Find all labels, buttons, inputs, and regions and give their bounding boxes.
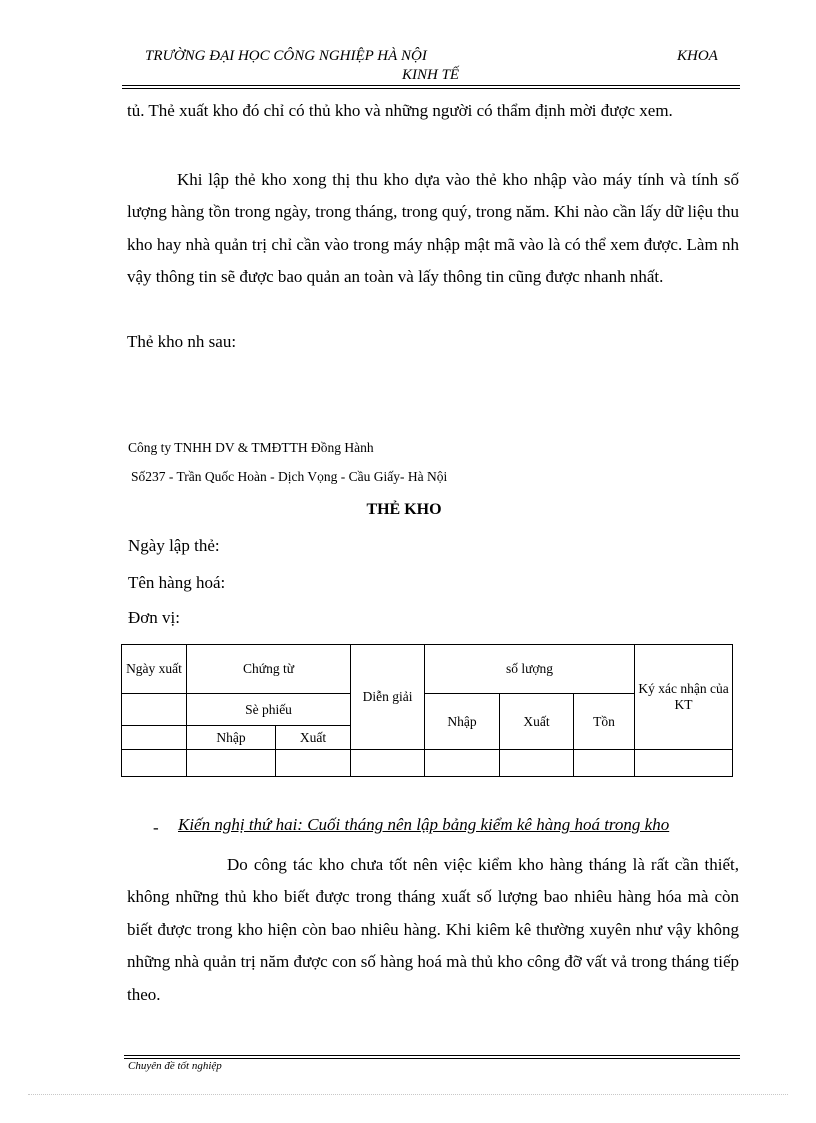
date-field-label: Ngày lập thẻ: [128,536,220,555]
bullet-dash: - [153,818,159,837]
empty-cell [122,726,187,750]
school-name: TRƯỜNG ĐẠI HỌC CÔNG NGHIỆP HÀ NỘI [145,48,427,64]
header-divider [122,85,740,89]
header-cell-ky-xac-nhan: Ký xác nhận của KT [635,645,733,750]
recommendation-body: Do công tác kho chưa tốt nên việc kiểm kho hàng tháng là rất cần thiết, không những thủ kho biết được trong tháng xuất số lượng bao nhiêu hàng hóa mà còn biết được trong kho hiện còn bao nhiêu hàng. Khi kiêm kê thường xuyên như vậy không những nhà quản trị năm được con số hàng hoá mà thủ kho công đỡ vất vả trong tháng tiếp theo. [127,855,739,1004]
header-cell-chung-tu: Chứng từ [187,645,351,694]
header-cell-so-luong: số lượng [425,645,635,694]
stock-card-table [121,644,733,777]
header-cell-xuat-voucher: Xuất [276,726,351,750]
table-cell [500,750,574,777]
table-cell [276,750,351,777]
table-cell [122,750,187,777]
paragraph-3: Thẻ kho nh sau: [127,332,237,351]
header-cell-ton: Tồn [574,694,635,750]
company-address: Số237 - Trần Quốc Hoàn - Dịch Vọng - Cầu Giấy- Hà Nội [131,469,448,484]
table-row [122,750,733,777]
goods-field-label: Tên hàng hoá: [128,573,226,592]
table-cell [635,750,733,777]
table-cell [574,750,635,777]
department-name: KINH TẾ [402,67,460,83]
company-name: Công ty TNHH DV & TMĐTTH Đồng Hành [128,440,374,455]
table-cell [187,750,276,777]
page-edge [28,1094,788,1095]
header-cell-ngay-xuat: Ngày xuất [122,645,187,694]
header-cell-nhap-qty: Nhập [425,694,500,750]
header-cell-nhap-voucher: Nhập [187,726,276,750]
table-cell [425,750,500,777]
footer-divider [124,1055,740,1059]
empty-cell [122,694,187,726]
header-cell-se-phieu: Sè phiếu [187,694,351,726]
footer-text: Chuyên đề tốt nghiệp [128,1060,222,1072]
faculty-label: KHOA [677,48,718,64]
header-cell-xuat-qty: Xuất [500,694,574,750]
paragraph-2: Khi lập thẻ kho xong thị thu kho dựa vào thẻ kho nhập vào máy tính và tính số lượng hàng tồn trong ngày, trong tháng, trong quý, trong năm. Khi nào cần lấy dữ liệu thu kho hay nhà quản trị chỉ cần vào trong máy nhập mật mã vào là có thể xem được. Làm nh vậy thông tin sẽ được bao quản an toàn và lấy thông tin cũng được nhanh nhất. [127,170,739,287]
header-cell-dien-giai: Diễn giải [351,645,425,750]
unit-field-label: Đơn vị: [128,608,180,627]
recommendation-title: Kiến nghị thứ hai: Cuối tháng nên lập bảng kiểm kê hàng hoá trong kho [178,815,670,834]
table-cell [351,750,425,777]
paragraph-1: tủ. Thẻ xuất kho đó chỉ có thủ kho và những người có thẩm định mời được xem. [127,101,673,120]
card-title: THẺ KHO [366,501,442,518]
